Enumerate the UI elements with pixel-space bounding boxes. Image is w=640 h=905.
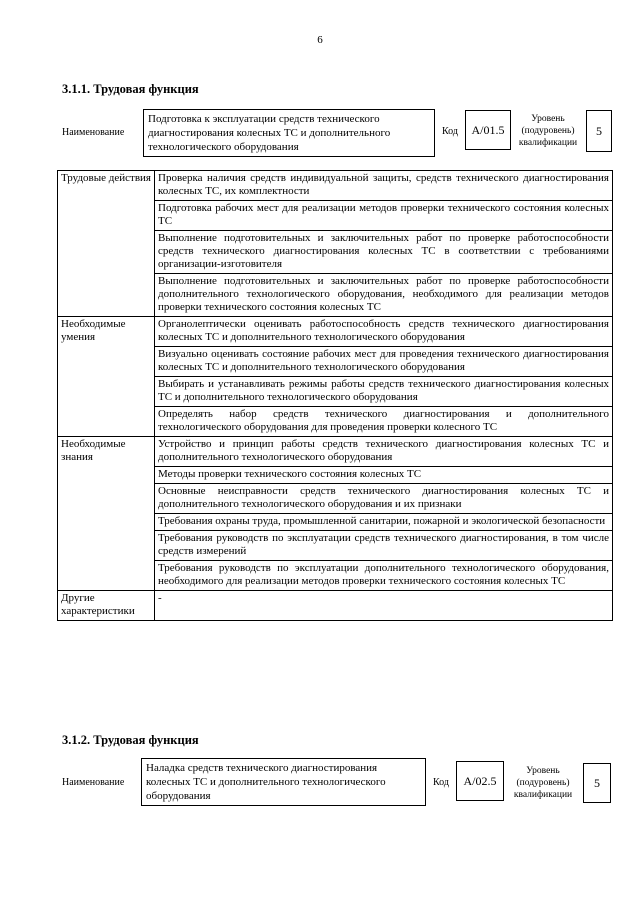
level-label-2 (505, 765, 581, 801)
function-name-box: Подготовка к эксплуатации средств технического диагностирования колесных ТС и дополнительного технологического оборудования (143, 109, 435, 157)
code-label: Код (442, 126, 458, 137)
code-label-2: Код (433, 777, 449, 788)
level-label (513, 113, 583, 149)
row-item: Требования руководств по эксплуатации средств технического диагностирования, в том числе средств измерений (155, 531, 613, 561)
row-item: Определять набор средств технического диагностирования и дополнительного технологического оборудования для проведения проверки колесного ТС (155, 407, 613, 437)
table-row (58, 591, 613, 621)
code-value: A/01.5 (465, 110, 511, 150)
table-row (58, 317, 613, 347)
level-label-line-2: (подуровень) (521, 126, 575, 136)
row-category: Необходимые умения (58, 317, 155, 437)
name-label-2: Наименование (62, 777, 125, 788)
level-label-2-line-3: квалификации (513, 790, 573, 800)
row-item: Выполнение подготовительных и заключительных работ по проверке работоспособности дополнительного технологического оборудования, необходимого для реализации методов проверки технического состояния колесных ТС (155, 274, 613, 317)
row-category: Трудовые действия (58, 171, 155, 317)
row-item: Требования охраны труда, промышленной санитарии, пожарной и экологической безопасности (155, 514, 613, 531)
level-value-2: 5 (583, 763, 611, 803)
level-label-line-3: квалификации (518, 138, 578, 148)
table-row (58, 171, 613, 201)
row-item: Визуально оценивать состояние рабочих мест для проведения технического диагностирования колесных ТС и дополнительного технологического оборудования (155, 347, 613, 377)
row-item: Подготовка рабочих мест для реализации методов проверки технического состояния колесных ТС (155, 201, 613, 231)
function-name-box-2: Наладка средств технического диагностирования колесных ТС и дополнительного технологического оборудования (141, 758, 426, 806)
section-title-3-1-2: 3.1.2. Трудовая функция (62, 733, 199, 747)
row-item: Требования руководств по эксплуатации дополнительного технологического оборудования, необходимого для реализации методов проверки технического состояния колесных ТС (155, 561, 613, 591)
labor-function-table (57, 170, 613, 621)
level-label-line-1: Уровень (531, 114, 565, 124)
level-value: 5 (586, 110, 612, 152)
row-item: Устройство и принцип работы средств технического диагностирования колесных ТС и дополнительного технологического оборудования (155, 437, 613, 467)
row-category: Необходимые знания (58, 437, 155, 591)
row-item: Методы проверки технического состояния колесных ТС (155, 467, 613, 484)
row-item: Выполнение подготовительных и заключительных работ по проверке работоспособности средств технического диагностирования колесных ТС в соответствии с требованиями организации-изготовителя (155, 231, 613, 274)
level-label-2-line-2: (подуровень) (516, 778, 570, 788)
page-number: 6 (317, 34, 323, 46)
table-row (58, 437, 613, 467)
row-item: Основные неисправности средств технического диагностирования колесных ТС и дополнительного технологического оборудования и их признаки (155, 484, 613, 514)
row-item: Органолептически оценивать работоспособность средств технического диагностирования колесных ТС и дополнительного технологического оборудования (155, 317, 613, 347)
row-item: Выбирать и устанавливать режимы работы средств технического диагностирования колесных ТС и дополнительного технологического оборудования (155, 377, 613, 407)
row-category: Другие характеристики (58, 591, 155, 621)
level-label-2-line-1: Уровень (526, 766, 560, 776)
row-item: Проверка наличия средств индивидуальной защиты, средств технического диагностирования колесных ТС, их комплектности (155, 171, 613, 201)
name-label: Наименование (62, 127, 125, 138)
code-value-2: A/02.5 (456, 761, 504, 801)
row-item: - (155, 591, 613, 621)
section-title-3-1-1: 3.1.1. Трудовая функция (62, 82, 199, 96)
